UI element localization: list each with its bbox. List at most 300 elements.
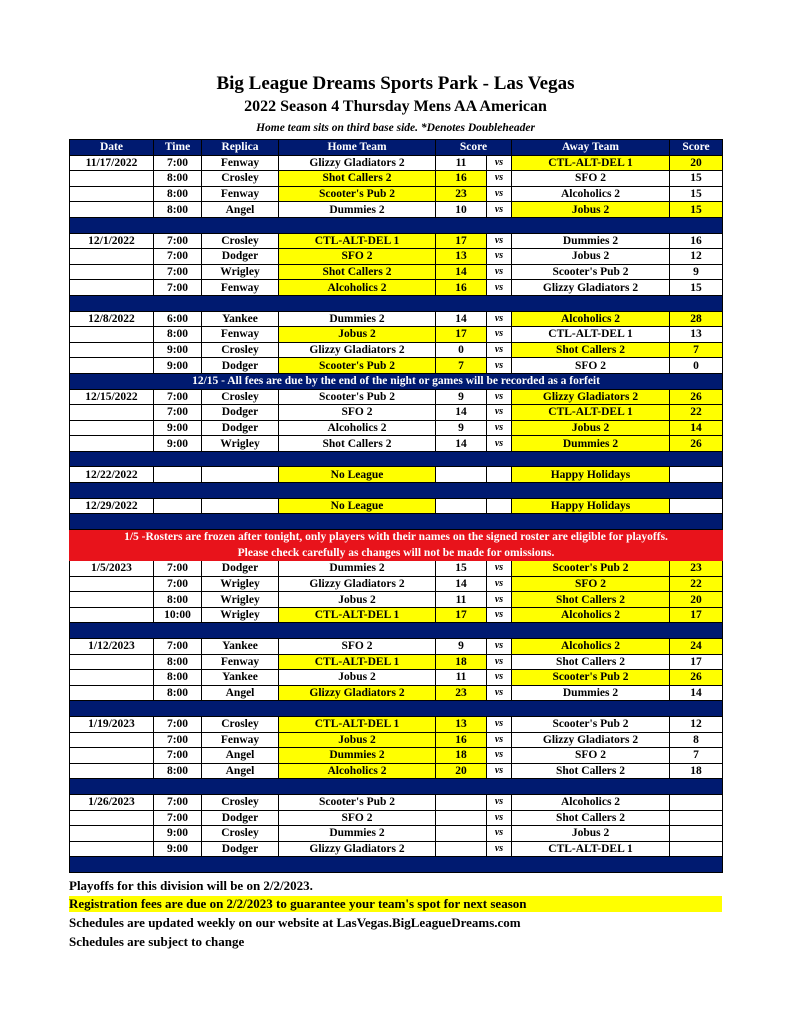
change-note: Schedules are subject to change — [69, 934, 245, 949]
game-date — [70, 732, 154, 748]
game-date — [70, 202, 154, 218]
home-team: Dummies 2 — [279, 826, 436, 842]
game-row — [70, 685, 723, 701]
vs-cell: vs — [487, 607, 512, 623]
away-score — [670, 794, 723, 810]
game-time: 10:00 — [154, 607, 202, 623]
game-time: 7:00 — [154, 389, 202, 405]
vs-cell: vs — [487, 748, 512, 764]
game-time — [154, 498, 202, 514]
away-team: SFO 2 — [512, 748, 670, 764]
home-team: CTL-ALT-DEL 1 — [279, 716, 436, 732]
separator-row — [70, 623, 723, 639]
game-date — [70, 249, 154, 265]
home-score — [436, 794, 487, 810]
vs-cell: vs — [487, 155, 512, 171]
header-row — [70, 140, 723, 156]
game-time: 7:00 — [154, 405, 202, 421]
vs-cell — [487, 467, 512, 483]
away-team: Jobus 2 — [512, 420, 670, 436]
page-subtitle: 2022 Season 4 Thursday Mens AA American — [244, 98, 547, 115]
away-score: 15 — [670, 186, 723, 202]
game-time: 8:00 — [154, 685, 202, 701]
home-team: Dummies 2 — [279, 202, 436, 218]
game-date — [70, 670, 154, 686]
vs-cell: vs — [487, 561, 512, 577]
game-time: 7:00 — [154, 794, 202, 810]
game-row — [70, 358, 723, 374]
separator-row — [70, 701, 723, 717]
playoffs-note: Playoffs for this division will be on 2/2/2023. — [69, 878, 313, 893]
game-date: 1/12/2023 — [70, 639, 154, 655]
game-field: Angel — [202, 748, 279, 764]
game-time: 6:00 — [154, 311, 202, 327]
separator-row — [70, 483, 723, 499]
home-team: CTL-ALT-DEL 1 — [279, 233, 436, 249]
game-row — [70, 280, 723, 296]
col-date: Date — [70, 140, 154, 156]
game-field: Crosley — [202, 794, 279, 810]
away-team: CTL-ALT-DEL 1 — [512, 405, 670, 421]
col-time: Time — [154, 140, 202, 156]
home-score: 18 — [436, 748, 487, 764]
game-date — [70, 748, 154, 764]
game-row — [70, 748, 723, 764]
home-team: Alcoholics 2 — [279, 420, 436, 436]
game-field: Dodger — [202, 249, 279, 265]
game-field: Crosley — [202, 342, 279, 358]
game-date — [70, 264, 154, 280]
game-date — [70, 171, 154, 187]
game-time: 7:00 — [154, 280, 202, 296]
away-team: SFO 2 — [512, 576, 670, 592]
notice-text: 12/15 - All fees are due by the end of the night or games will be recorded as a forfeit — [70, 373, 723, 389]
game-date: 12/1/2022 — [70, 233, 154, 249]
notice-row — [70, 545, 723, 561]
away-score: 13 — [670, 327, 723, 343]
game-row — [70, 389, 723, 405]
separator-cell — [70, 701, 723, 717]
game-row — [70, 670, 723, 686]
home-team: Glizzy Gladiators 2 — [279, 576, 436, 592]
game-time: 7:00 — [154, 155, 202, 171]
game-row — [70, 732, 723, 748]
game-date — [70, 280, 154, 296]
game-row — [70, 311, 723, 327]
game-date — [70, 405, 154, 421]
away-team: Alcoholics 2 — [512, 607, 670, 623]
game-date — [70, 654, 154, 670]
game-row — [70, 592, 723, 608]
game-date — [70, 576, 154, 592]
game-row — [70, 327, 723, 343]
home-score: 7 — [436, 358, 487, 374]
game-field: Crosley — [202, 389, 279, 405]
vs-cell: vs — [487, 233, 512, 249]
home-team: Jobus 2 — [279, 670, 436, 686]
vs-cell: vs — [487, 670, 512, 686]
game-time: 8:00 — [154, 763, 202, 779]
home-team: Shot Callers 2 — [279, 436, 436, 452]
home-team: Scooter's Pub 2 — [279, 389, 436, 405]
vs-cell: vs — [487, 841, 512, 857]
game-date: 1/19/2023 — [70, 716, 154, 732]
col-away-team: Away Team — [512, 140, 670, 156]
vs-cell: vs — [487, 342, 512, 358]
away-team: Happy Holidays — [512, 498, 670, 514]
home-score: 11 — [436, 592, 487, 608]
game-time: 8:00 — [154, 670, 202, 686]
holiday-row — [70, 498, 723, 514]
game-field: Angel — [202, 202, 279, 218]
page-title: Big League Dreams Sports Park - Las Vegas — [216, 73, 575, 94]
vs-cell: vs — [487, 249, 512, 265]
notice-text: Please check carefully as changes will not be made for omissions. — [70, 545, 723, 561]
game-time: 9:00 — [154, 436, 202, 452]
home-score: 17 — [436, 327, 487, 343]
away-team: Jobus 2 — [512, 826, 670, 842]
game-row — [70, 561, 723, 577]
away-score: 22 — [670, 405, 723, 421]
game-time: 8:00 — [154, 186, 202, 202]
home-team: SFO 2 — [279, 249, 436, 265]
game-row — [70, 841, 723, 857]
away-team: Scooter's Pub 2 — [512, 264, 670, 280]
game-date — [70, 186, 154, 202]
home-score: 17 — [436, 607, 487, 623]
vs-cell: vs — [487, 826, 512, 842]
home-team: Alcoholics 2 — [279, 280, 436, 296]
game-time: 9:00 — [154, 841, 202, 857]
away-team: Dummies 2 — [512, 436, 670, 452]
away-score: 15 — [670, 280, 723, 296]
away-score: 15 — [670, 171, 723, 187]
schedule-table — [69, 139, 723, 873]
game-field: Yankee — [202, 670, 279, 686]
fees-note: Registration fees are due on 2/2/2023 to guarantee your team's spot for next season — [69, 896, 722, 912]
game-row — [70, 763, 723, 779]
home-score: 13 — [436, 716, 487, 732]
away-score: 0 — [670, 358, 723, 374]
away-team: CTL-ALT-DEL 1 — [512, 841, 670, 857]
away-score: 26 — [670, 389, 723, 405]
vs-cell: vs — [487, 171, 512, 187]
game-time: 7:00 — [154, 576, 202, 592]
col-home-score: Score — [436, 140, 512, 156]
away-score: 14 — [670, 685, 723, 701]
away-score: 26 — [670, 670, 723, 686]
game-field: Yankee — [202, 311, 279, 327]
away-score: 16 — [670, 233, 723, 249]
col-home-team: Home Team — [279, 140, 436, 156]
away-score — [670, 467, 723, 483]
game-time: 9:00 — [154, 420, 202, 436]
game-row — [70, 794, 723, 810]
game-time: 8:00 — [154, 654, 202, 670]
game-time: 7:00 — [154, 748, 202, 764]
game-field: Fenway — [202, 654, 279, 670]
away-team: Scooter's Pub 2 — [512, 670, 670, 686]
vs-cell: vs — [487, 280, 512, 296]
home-score: 11 — [436, 670, 487, 686]
separator-cell — [70, 217, 723, 233]
separator-row — [70, 217, 723, 233]
game-field: Crosley — [202, 233, 279, 249]
game-row — [70, 186, 723, 202]
game-time — [154, 467, 202, 483]
game-field: Wrigley — [202, 264, 279, 280]
away-team: Shot Callers 2 — [512, 342, 670, 358]
away-team: Shot Callers 2 — [512, 810, 670, 826]
home-score — [436, 498, 487, 514]
home-team: Shot Callers 2 — [279, 171, 436, 187]
home-team: Jobus 2 — [279, 732, 436, 748]
away-score — [670, 841, 723, 857]
home-score: 10 — [436, 202, 487, 218]
home-team: Glizzy Gladiators 2 — [279, 155, 436, 171]
game-field: Crosley — [202, 826, 279, 842]
notice-row — [70, 373, 723, 389]
game-time: 9:00 — [154, 342, 202, 358]
col-replica: Replica — [202, 140, 279, 156]
home-score: 15 — [436, 561, 487, 577]
home-score — [436, 841, 487, 857]
vs-cell: vs — [487, 576, 512, 592]
vs-cell: vs — [487, 436, 512, 452]
away-score — [670, 810, 723, 826]
game-row — [70, 607, 723, 623]
home-score: 16 — [436, 280, 487, 296]
home-score: 20 — [436, 763, 487, 779]
game-field: Dodger — [202, 841, 279, 857]
away-score: 7 — [670, 342, 723, 358]
game-time: 7:00 — [154, 732, 202, 748]
game-time: 8:00 — [154, 327, 202, 343]
game-field: Crosley — [202, 716, 279, 732]
home-score — [436, 810, 487, 826]
home-team: No League — [279, 467, 436, 483]
separator-cell — [70, 295, 723, 311]
home-team: Jobus 2 — [279, 592, 436, 608]
vs-cell: vs — [487, 732, 512, 748]
home-score: 14 — [436, 264, 487, 280]
game-row — [70, 576, 723, 592]
home-score: 23 — [436, 685, 487, 701]
away-team: Jobus 2 — [512, 249, 670, 265]
game-date: 11/17/2022 — [70, 155, 154, 171]
away-score: 17 — [670, 607, 723, 623]
game-row — [70, 826, 723, 842]
game-date: 12/15/2022 — [70, 389, 154, 405]
game-date — [70, 607, 154, 623]
home-team: Jobus 2 — [279, 327, 436, 343]
game-time: 7:00 — [154, 716, 202, 732]
game-field: Fenway — [202, 186, 279, 202]
away-team: CTL-ALT-DEL 1 — [512, 155, 670, 171]
vs-cell: vs — [487, 405, 512, 421]
away-score: 18 — [670, 763, 723, 779]
home-team: CTL-ALT-DEL 1 — [279, 607, 436, 623]
separator-row — [70, 295, 723, 311]
away-score: 14 — [670, 420, 723, 436]
col-away-score: Score — [670, 140, 723, 156]
game-field: Fenway — [202, 155, 279, 171]
vs-cell: vs — [487, 264, 512, 280]
vs-cell: vs — [487, 685, 512, 701]
vs-cell: vs — [487, 763, 512, 779]
game-date — [70, 420, 154, 436]
game-date: 12/22/2022 — [70, 467, 154, 483]
home-team: Dummies 2 — [279, 561, 436, 577]
vs-cell: vs — [487, 794, 512, 810]
game-field: Wrigley — [202, 592, 279, 608]
game-field: Fenway — [202, 732, 279, 748]
vs-cell: vs — [487, 389, 512, 405]
home-score: 16 — [436, 171, 487, 187]
home-team: Scooter's Pub 2 — [279, 794, 436, 810]
game-date — [70, 685, 154, 701]
home-team: Dummies 2 — [279, 311, 436, 327]
away-team: Glizzy Gladiators 2 — [512, 389, 670, 405]
home-score: 14 — [436, 576, 487, 592]
game-time: 8:00 — [154, 592, 202, 608]
vs-cell: vs — [487, 186, 512, 202]
separator-cell — [70, 483, 723, 499]
away-score: 22 — [670, 576, 723, 592]
game-date: 1/5/2023 — [70, 561, 154, 577]
away-team: SFO 2 — [512, 171, 670, 187]
home-score — [436, 826, 487, 842]
away-score: 8 — [670, 732, 723, 748]
away-team: Dummies 2 — [512, 685, 670, 701]
game-row — [70, 171, 723, 187]
notice-row — [70, 529, 723, 545]
game-field: Dodger — [202, 405, 279, 421]
home-team: No League — [279, 498, 436, 514]
home-score: 16 — [436, 732, 487, 748]
game-date: 12/8/2022 — [70, 311, 154, 327]
home-team: Scooter's Pub 2 — [279, 358, 436, 374]
away-score: 26 — [670, 436, 723, 452]
separator-row — [70, 779, 723, 795]
away-team: Glizzy Gladiators 2 — [512, 732, 670, 748]
game-field: Dodger — [202, 358, 279, 374]
game-date — [70, 826, 154, 842]
game-field: Wrigley — [202, 576, 279, 592]
game-date — [70, 841, 154, 857]
separator-cell — [70, 623, 723, 639]
game-time: 7:00 — [154, 561, 202, 577]
game-time: 8:00 — [154, 202, 202, 218]
away-score: 12 — [670, 249, 723, 265]
away-team: Alcoholics 2 — [512, 639, 670, 655]
game-row — [70, 436, 723, 452]
game-date: 1/26/2023 — [70, 794, 154, 810]
game-date — [70, 327, 154, 343]
game-row — [70, 716, 723, 732]
game-row — [70, 342, 723, 358]
home-team: CTL-ALT-DEL 1 — [279, 654, 436, 670]
game-row — [70, 639, 723, 655]
vs-cell: vs — [487, 639, 512, 655]
vs-cell: vs — [487, 358, 512, 374]
home-score: 14 — [436, 436, 487, 452]
away-score: 23 — [670, 561, 723, 577]
away-team: Scooter's Pub 2 — [512, 561, 670, 577]
game-field: Wrigley — [202, 436, 279, 452]
vs-cell: vs — [487, 202, 512, 218]
away-score: 20 — [670, 155, 723, 171]
holiday-row — [70, 467, 723, 483]
game-field — [202, 467, 279, 483]
separator-row — [70, 451, 723, 467]
away-team: Happy Holidays — [512, 467, 670, 483]
away-team: Alcoholics 2 — [512, 186, 670, 202]
home-team: Shot Callers 2 — [279, 264, 436, 280]
away-score: 20 — [670, 592, 723, 608]
away-team: Jobus 2 — [512, 202, 670, 218]
page-note: Home team sits on third base side. *Denotes Doubleheader — [256, 122, 535, 134]
home-team: Scooter's Pub 2 — [279, 186, 436, 202]
away-team: SFO 2 — [512, 358, 670, 374]
away-score: 7 — [670, 748, 723, 764]
home-score: 0 — [436, 342, 487, 358]
vs-cell: vs — [487, 716, 512, 732]
game-date — [70, 342, 154, 358]
game-row — [70, 264, 723, 280]
separator-cell — [70, 514, 723, 530]
separator-cell — [70, 779, 723, 795]
home-score: 23 — [436, 186, 487, 202]
home-score: 14 — [436, 311, 487, 327]
game-time: 7:00 — [154, 249, 202, 265]
game-field: Dodger — [202, 561, 279, 577]
away-score: 12 — [670, 716, 723, 732]
away-team: Scooter's Pub 2 — [512, 716, 670, 732]
game-field: Yankee — [202, 639, 279, 655]
away-score — [670, 826, 723, 842]
away-score: 9 — [670, 264, 723, 280]
game-time: 9:00 — [154, 358, 202, 374]
game-row — [70, 155, 723, 171]
home-team: SFO 2 — [279, 405, 436, 421]
away-score — [670, 498, 723, 514]
home-team: Dummies 2 — [279, 748, 436, 764]
home-team: Glizzy Gladiators 2 — [279, 342, 436, 358]
game-field: Angel — [202, 763, 279, 779]
home-score: 9 — [436, 389, 487, 405]
game-time: 7:00 — [154, 233, 202, 249]
home-team: SFO 2 — [279, 639, 436, 655]
game-date — [70, 592, 154, 608]
game-field: Crosley — [202, 171, 279, 187]
game-field: Wrigley — [202, 607, 279, 623]
away-team: Shot Callers 2 — [512, 592, 670, 608]
away-team: Alcoholics 2 — [512, 311, 670, 327]
vs-cell: vs — [487, 311, 512, 327]
vs-cell — [487, 498, 512, 514]
away-team: Alcoholics 2 — [512, 794, 670, 810]
separator-cell — [70, 451, 723, 467]
away-team: Dummies 2 — [512, 233, 670, 249]
home-team: Alcoholics 2 — [279, 763, 436, 779]
game-date: 12/29/2022 — [70, 498, 154, 514]
game-time: 7:00 — [154, 810, 202, 826]
game-row — [70, 810, 723, 826]
game-date — [70, 436, 154, 452]
vs-cell: vs — [487, 420, 512, 436]
game-field: Fenway — [202, 327, 279, 343]
